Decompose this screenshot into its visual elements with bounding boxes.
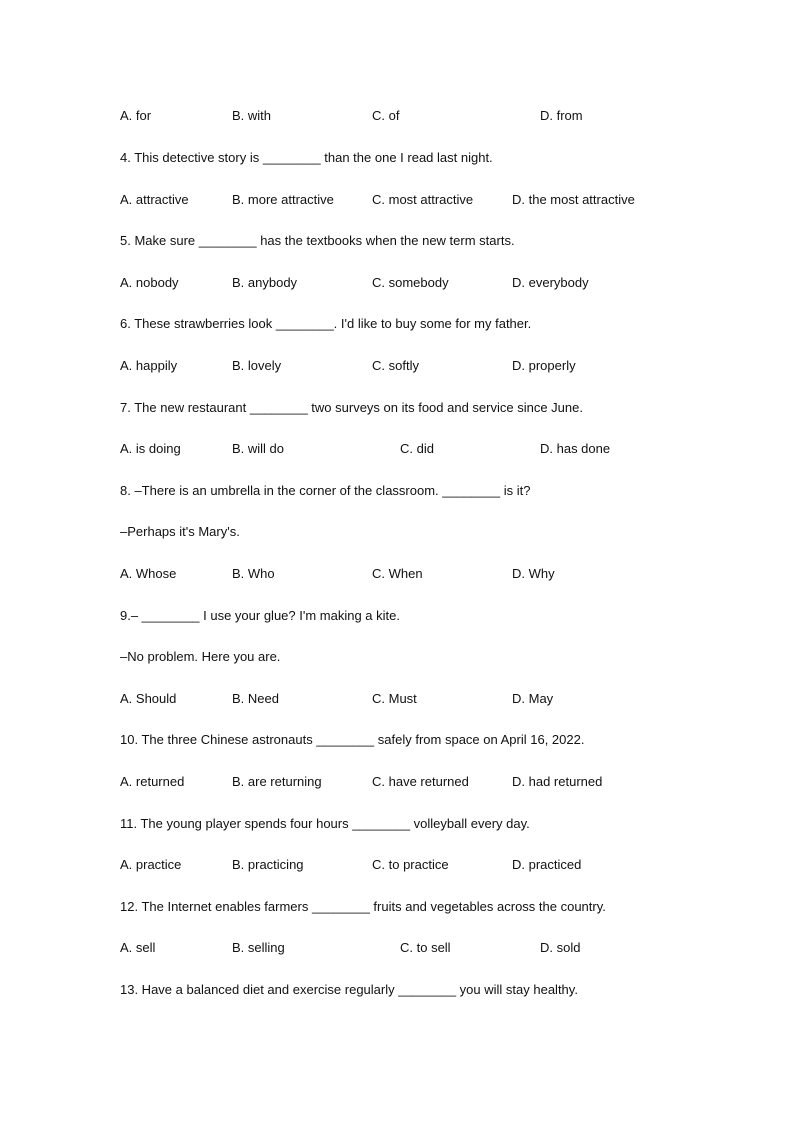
- option-d: D. from: [540, 108, 583, 123]
- options-row-8: [0, 566, 794, 582]
- option-c: C. somebody: [372, 275, 449, 290]
- option-a: A. sell: [120, 940, 156, 955]
- option-c: C. to sell: [400, 940, 451, 955]
- option-c: C. softly: [372, 358, 419, 373]
- option-b: B. with: [232, 108, 272, 123]
- option-c: C. most attractive: [372, 192, 474, 207]
- option-c: C. of: [372, 108, 400, 123]
- question-5: 5. Make sure ________ has the textbooks when the new term starts.: [120, 233, 515, 248]
- question-12: 12. The Internet enables farmers ________ fruits and vegetables across the country.: [120, 899, 606, 914]
- option-a: A. Should: [120, 691, 177, 706]
- option-a: A. is doing: [120, 441, 181, 456]
- option-d: D. properly: [512, 358, 576, 373]
- option-a: A. returned: [120, 774, 185, 789]
- option-b: B. selling: [232, 940, 285, 955]
- question-6: 6. These strawberries look ________. I'd like to buy some for my father.: [120, 316, 532, 331]
- question-10: 10. The three Chinese astronauts ________ safely from space on April 16, 2022.: [120, 732, 585, 747]
- question-8-reply: –Perhaps it's Mary's.: [120, 524, 240, 539]
- option-c: C. to practice: [372, 857, 449, 872]
- options-row-4: [0, 192, 794, 208]
- option-a: A. for: [120, 108, 152, 123]
- option-d: D. everybody: [512, 275, 589, 290]
- option-d: D. had returned: [512, 774, 603, 789]
- option-d: D. practiced: [512, 857, 582, 872]
- question-8: 8. –There is an umbrella in the corner of the classroom. ________ is it?: [120, 483, 531, 498]
- option-b: B. Who: [232, 566, 275, 581]
- options-row-5: [0, 275, 794, 291]
- question-9-reply: –No problem. Here you are.: [120, 649, 281, 664]
- option-c: C. have returned: [372, 774, 469, 789]
- option-c: C. did: [400, 441, 434, 456]
- question-4: 4. This detective story is ________ than the one I read last night.: [120, 150, 493, 165]
- option-b: B. Need: [232, 691, 279, 706]
- option-b: B. anybody: [232, 275, 298, 290]
- option-d: D. Why: [512, 566, 555, 581]
- question-11: 11. The young player spends four hours ________ volleyball every day.: [120, 816, 530, 831]
- option-b: B. more attractive: [232, 192, 334, 207]
- option-b: B. will do: [232, 441, 285, 456]
- options-row-7: [0, 441, 794, 457]
- option-d: D. has done: [540, 441, 611, 456]
- option-b: B. are returning: [232, 774, 322, 789]
- question-13: 13. Have a balanced diet and exercise regularly ________ you will stay healthy.: [120, 982, 578, 997]
- option-d: D. the most attractive: [512, 192, 635, 207]
- option-c: C. When: [372, 566, 423, 581]
- option-a: A. practice: [120, 857, 182, 872]
- option-c: C. Must: [372, 691, 417, 706]
- option-a: A. nobody: [120, 275, 179, 290]
- options-row-9: [0, 691, 794, 707]
- option-b: B. practicing: [232, 857, 304, 872]
- question-7: 7. The new restaurant ________ two surveys on its food and service since June.: [120, 400, 583, 415]
- option-d: D. sold: [540, 940, 581, 955]
- option-d: D. May: [512, 691, 554, 706]
- option-a: A. attractive: [120, 192, 189, 207]
- options-row-10: [0, 774, 794, 790]
- options-row-11: [0, 857, 794, 873]
- options-row-12: [0, 940, 794, 956]
- option-a: A. happily: [120, 358, 178, 373]
- options-row-3: [0, 108, 794, 124]
- option-a: A. Whose: [120, 566, 177, 581]
- question-9: 9.– ________ I use your glue? I'm making a kite.: [120, 608, 400, 623]
- options-row-6: [0, 358, 794, 374]
- option-b: B. lovely: [232, 358, 282, 373]
